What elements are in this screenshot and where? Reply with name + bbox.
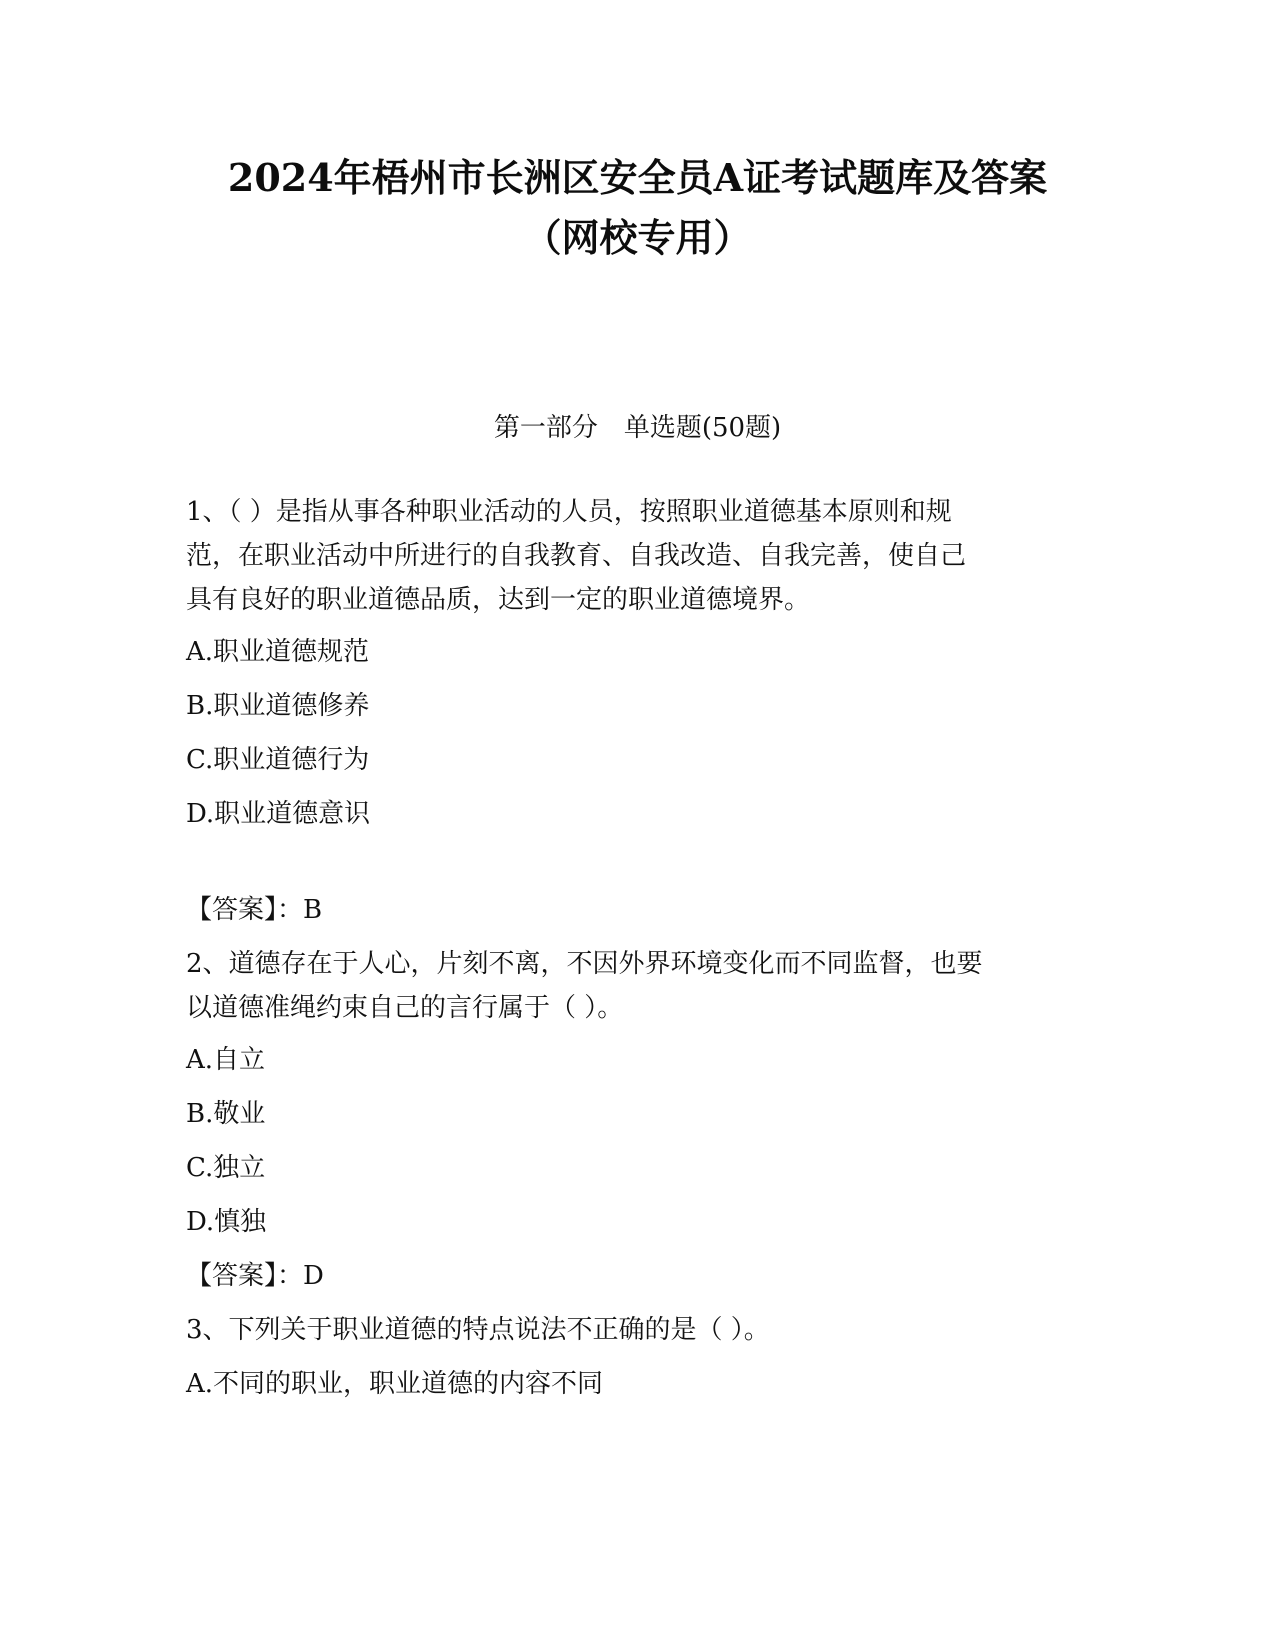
question-2-answer: 【答案】：D xyxy=(186,1261,324,1291)
question-1-answer: 【答案】：B xyxy=(186,895,323,925)
document-subtitle: （网校专用） xyxy=(523,215,752,260)
question-2-option-a: A.自立 xyxy=(186,1045,266,1075)
question-2-option-d: D.慎独 xyxy=(186,1207,267,1237)
question-3-text-line-1: 3、下列关于职业道德的特点说法不正确的是（ ）。 xyxy=(186,1315,770,1345)
question-2-text-line-2: 以道德准绳约束自己的言行属于（ ）。 xyxy=(186,993,624,1023)
question-2-text-line-1: 2、道德存在于人心，片刻不离，不因外界环境变化而不同监督，也要 xyxy=(186,949,983,979)
question-1-text-line-3: 具有良好的职业道德品质，达到一定的职业道德境界。 xyxy=(186,585,811,615)
question-1-option-b: B.职业道德修养 xyxy=(186,691,370,721)
question-1-text-line-2: 范，在职业活动中所进行的自我教育、自我改造、自我完善，使自己 xyxy=(186,541,967,571)
question-1-option-a: A.职业道德规范 xyxy=(186,637,370,667)
question-1-option-c: C.职业道德行为 xyxy=(186,745,370,775)
question-2-option-b: B.敬业 xyxy=(186,1099,266,1129)
document-title: 2024年梧州市长洲区安全员A证考试题库及答案 xyxy=(227,155,1048,200)
question-1-option-d: D.职业道德意识 xyxy=(186,799,371,829)
question-2-option-c: C.独立 xyxy=(186,1153,266,1183)
section-heading: 第一部分 单选题(50题) xyxy=(493,413,782,443)
question-1-text-line-1: 1、（ ）是指从事各种职业活动的人员，按照职业道德基本原则和规 xyxy=(186,497,952,527)
question-3-option-a: A.不同的职业，职业道德的内容不同 xyxy=(186,1369,604,1399)
